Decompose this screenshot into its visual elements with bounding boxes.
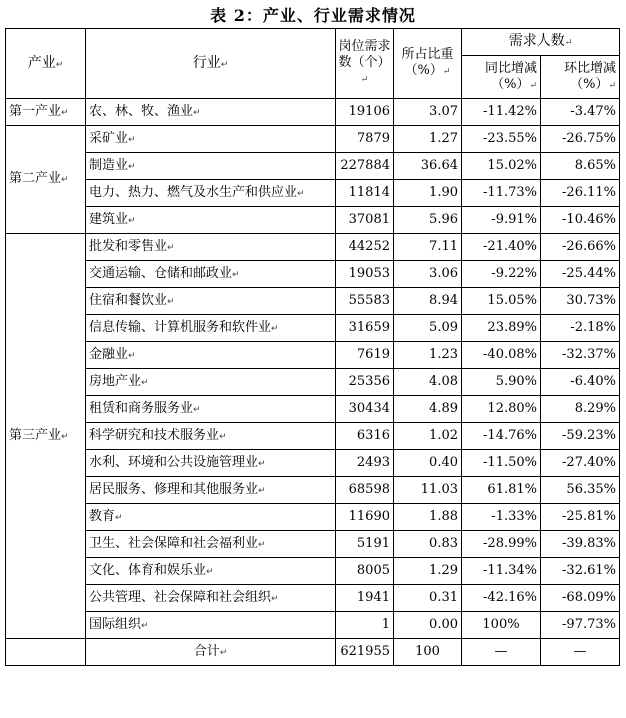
mom-cell: -97.73% xyxy=(541,612,620,639)
share-cell: 11.03 xyxy=(394,477,462,504)
share-cell: 1.27 xyxy=(394,126,462,153)
header-mom: 环比增减（%） ↵ xyxy=(541,56,620,99)
share-cell: 5.09 xyxy=(394,315,462,342)
mom-cell: 8.29% xyxy=(541,396,620,423)
mom-cell: 56.35% xyxy=(541,477,620,504)
demand-cell: 31659 xyxy=(336,315,394,342)
mom-cell: -59.23% xyxy=(541,423,620,450)
share-cell: 36.64 xyxy=(394,153,462,180)
table-row xyxy=(6,558,620,585)
demand-cell: 44252 xyxy=(336,234,394,261)
mom-cell: -26.66% xyxy=(541,234,620,261)
yoy-cell: 15.02% xyxy=(462,153,541,180)
industry-cell: 信息传输、计算机服务和软件业 ↵ xyxy=(86,315,336,342)
mom-cell: 8.65% xyxy=(541,153,620,180)
table-row xyxy=(6,288,620,315)
yoy-cell: 5.90% xyxy=(462,369,541,396)
demand-cell: 37081 xyxy=(336,207,394,234)
mom-cell: -2.18% xyxy=(541,315,620,342)
table-row xyxy=(6,126,620,153)
yoy-cell: -1.33% xyxy=(462,504,541,531)
industry-cell: 农、林、牧、渔业 ↵ xyxy=(86,99,336,126)
demand-cell: 1941 xyxy=(336,585,394,612)
yoy-cell: -23.55% xyxy=(462,126,541,153)
table-row xyxy=(6,423,620,450)
share-cell: 1.23 xyxy=(394,342,462,369)
yoy-cell: -11.73% xyxy=(462,180,541,207)
industry-cell: 房地产业 ↵ xyxy=(86,369,336,396)
share-cell: 3.07 xyxy=(394,99,462,126)
table-row xyxy=(6,450,620,477)
yoy-cell: 61.81% xyxy=(462,477,541,504)
table-row xyxy=(6,342,620,369)
header-yoy: 同比增减（%） ↵ xyxy=(462,56,541,99)
mom-cell: -32.37% xyxy=(541,342,620,369)
demand-cell: 19106 xyxy=(336,99,394,126)
demand-cell: 55583 xyxy=(336,288,394,315)
total-share: 100 xyxy=(394,639,462,666)
demand-cell: 30434 xyxy=(336,396,394,423)
table-title: 表 2：产业、行业需求情况 xyxy=(210,6,416,25)
table-row xyxy=(6,504,620,531)
header-group-demand: 需求人数 ↵ xyxy=(462,29,620,56)
sector-cell-secondary: 第二产业 ↵ xyxy=(6,126,86,234)
share-cell: 1.02 xyxy=(394,423,462,450)
industry-cell: 批发和零售业 ↵ xyxy=(86,234,336,261)
industry-cell: 教育 ↵ xyxy=(86,504,336,531)
demand-cell: 19053 xyxy=(336,261,394,288)
yoy-cell: -42.16% xyxy=(462,585,541,612)
yoy-cell: 100% xyxy=(462,612,541,639)
mom-cell: -32.61% xyxy=(541,558,620,585)
yoy-cell: -11.42% xyxy=(462,99,541,126)
industry-cell: 建筑业 ↵ xyxy=(86,207,336,234)
yoy-cell: -21.40% xyxy=(462,234,541,261)
yoy-cell: 12.80% xyxy=(462,396,541,423)
table-row xyxy=(6,369,620,396)
sector-cell-primary: 第一产业 ↵ xyxy=(6,99,86,126)
table-row xyxy=(6,180,620,207)
share-cell: 7.11 xyxy=(394,234,462,261)
mom-cell: -25.81% xyxy=(541,504,620,531)
table-row xyxy=(6,531,620,558)
share-cell: 0.00 xyxy=(394,612,462,639)
table-row xyxy=(6,612,620,639)
industry-cell: 国际组织 ↵ xyxy=(86,612,336,639)
mom-cell: -6.40% xyxy=(541,369,620,396)
share-cell: 3.06 xyxy=(394,261,462,288)
yoy-cell: -14.76% xyxy=(462,423,541,450)
share-cell: 5.96 xyxy=(394,207,462,234)
total-mom: — xyxy=(541,639,620,666)
demand-cell: 7879 xyxy=(336,126,394,153)
industry-cell: 卫生、社会保障和社会福利业 ↵ xyxy=(86,531,336,558)
mom-cell: -3.47% xyxy=(541,99,620,126)
industry-cell: 采矿业 ↵ xyxy=(86,126,336,153)
industry-cell: 科学研究和技术服务业 ↵ xyxy=(86,423,336,450)
share-cell: 8.94 xyxy=(394,288,462,315)
industry-cell: 交通运输、仓储和邮政业 ↵ xyxy=(86,261,336,288)
industry-cell: 文化、体育和娱乐业 ↵ xyxy=(86,558,336,585)
demand-cell: 11814 xyxy=(336,180,394,207)
share-cell: 4.89 xyxy=(394,396,462,423)
mom-cell: -26.11% xyxy=(541,180,620,207)
share-cell: 0.31 xyxy=(394,585,462,612)
mom-cell: -26.75% xyxy=(541,126,620,153)
industry-cell: 居民服务、修理和其他服务业 ↵ xyxy=(86,477,336,504)
table-row xyxy=(6,477,620,504)
demand-cell: 7619 xyxy=(336,342,394,369)
share-cell: 4.08 xyxy=(394,369,462,396)
yoy-cell: -11.50% xyxy=(462,450,541,477)
share-cell: 1.88 xyxy=(394,504,462,531)
industry-cell: 制造业 ↵ xyxy=(86,153,336,180)
industry-demand-table xyxy=(5,28,620,666)
header-industry: 行业 ↵ xyxy=(86,29,336,99)
yoy-cell: -40.08% xyxy=(462,342,541,369)
industry-cell: 金融业 ↵ xyxy=(86,342,336,369)
demand-cell: 5191 xyxy=(336,531,394,558)
demand-cell: 227884 xyxy=(336,153,394,180)
mom-cell: -25.44% xyxy=(541,261,620,288)
table-row xyxy=(6,234,620,261)
industry-cell: 租赁和商务服务业 ↵ xyxy=(86,396,336,423)
header-share: 所占比重（%） ↵ xyxy=(394,29,462,99)
demand-cell: 11690 xyxy=(336,504,394,531)
share-cell: 1.90 xyxy=(394,180,462,207)
yoy-cell: -9.91% xyxy=(462,207,541,234)
mom-cell: -68.09% xyxy=(541,585,620,612)
empty-cell xyxy=(6,639,86,666)
share-cell: 1.29 xyxy=(394,558,462,585)
yoy-cell: 23.89% xyxy=(462,315,541,342)
yoy-cell: -9.22% xyxy=(462,261,541,288)
total-label: 合计 ↵ xyxy=(86,639,336,666)
header-sector: 产业 ↵ xyxy=(6,29,86,99)
demand-cell: 8005 xyxy=(336,558,394,585)
table-row xyxy=(6,153,620,180)
sector-cell-tertiary: 第三产业 ↵ xyxy=(6,234,86,639)
yoy-cell: -28.99% xyxy=(462,531,541,558)
share-cell: 0.83 xyxy=(394,531,462,558)
yoy-cell: -11.34% xyxy=(462,558,541,585)
demand-cell: 1 xyxy=(336,612,394,639)
share-cell: 0.40 xyxy=(394,450,462,477)
yoy-cell: 15.05% xyxy=(462,288,541,315)
mom-cell: -27.40% xyxy=(541,450,620,477)
mom-cell: 30.73% xyxy=(541,288,620,315)
demand-cell: 68598 xyxy=(336,477,394,504)
table-row xyxy=(6,207,620,234)
table-row xyxy=(6,99,620,126)
table-row-total xyxy=(6,639,620,666)
total-demand: 621955 xyxy=(336,639,394,666)
mom-cell: -39.83% xyxy=(541,531,620,558)
mom-cell: -10.46% xyxy=(541,207,620,234)
demand-cell: 2493 xyxy=(336,450,394,477)
industry-cell: 电力、热力、燃气及水生产和供应业 ↵ xyxy=(86,180,336,207)
demand-cell: 6316 xyxy=(336,423,394,450)
table-row xyxy=(6,396,620,423)
table-row xyxy=(6,315,620,342)
industry-cell: 住宿和餐饮业 ↵ xyxy=(86,288,336,315)
header-demand: 岗位需求数（个） ↵ xyxy=(336,29,394,99)
total-yoy: — xyxy=(462,639,541,666)
demand-cell: 25356 xyxy=(336,369,394,396)
table-row xyxy=(6,261,620,288)
table-row xyxy=(6,585,620,612)
industry-cell: 公共管理、社会保障和社会组织 ↵ xyxy=(86,585,336,612)
industry-cell: 水利、环境和公共设施管理业 ↵ xyxy=(86,450,336,477)
